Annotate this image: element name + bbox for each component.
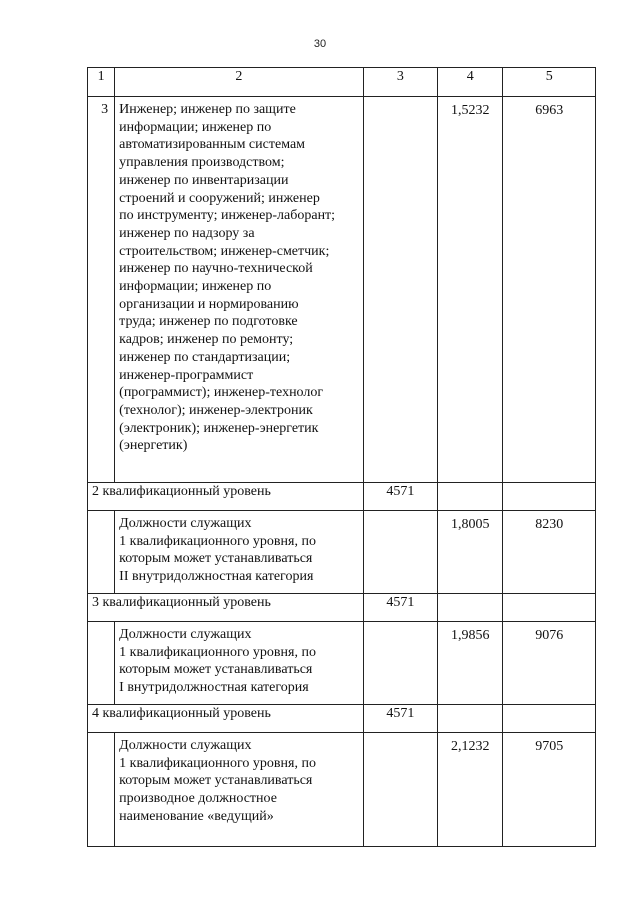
salary-cell: 9705 <box>503 733 596 847</box>
text-line: строительством; инженер-сметчик; <box>119 243 330 259</box>
coefficient-cell: 1,9856 <box>438 622 503 705</box>
header-cell: 4 <box>438 68 503 97</box>
text-line: Должности служащих <box>119 738 252 753</box>
table-row <box>88 511 596 594</box>
text-line: которым может устанавливаться <box>119 551 313 567</box>
page-number: 30 <box>313 38 327 50</box>
qualification-level-label: 2 квалификационный уровень <box>88 483 364 511</box>
text-line: информации; инженер по <box>119 279 272 295</box>
header-cell: 1 <box>88 68 115 97</box>
empty-cell <box>438 594 503 622</box>
position-list-cell <box>115 97 363 483</box>
empty-cell <box>503 705 596 733</box>
empty-cell <box>438 705 503 733</box>
text-line: строений и сооружений; инженер <box>119 190 320 206</box>
coefficient-cell: 2,1232 <box>438 733 503 847</box>
salary-cell: 6963 <box>503 97 596 483</box>
header-cell: 2 <box>115 68 363 97</box>
table-row <box>88 733 596 847</box>
text-line: инженер по надзору за <box>119 225 255 241</box>
position-list-cell <box>115 733 363 847</box>
base-salary-cell: 4571 <box>363 705 437 733</box>
base-salary-cell <box>363 97 437 483</box>
coefficient-cell: 1,8005 <box>438 511 503 594</box>
base-salary-cell <box>363 511 437 594</box>
text-line: Должности служащих <box>119 627 252 642</box>
text-line: труда; инженер по подготовке <box>119 314 298 330</box>
text-line: автоматизированным системам <box>119 137 306 153</box>
text-line: (электроник); инженер-энергетик <box>119 420 319 436</box>
text-line: которым может устанавливаться <box>119 662 313 678</box>
qualification-level-label: 4 квалификационный уровень <box>88 705 364 733</box>
base-salary-cell <box>363 622 437 705</box>
text-line: информации; инженер по <box>119 119 272 135</box>
row-index-cell: 3 <box>88 97 115 483</box>
empty-cell <box>503 483 596 511</box>
base-salary-cell: 4571 <box>363 594 437 622</box>
position-list-cell <box>115 622 363 705</box>
text-line: (технолог); инженер-электроник <box>119 402 313 418</box>
text-line: I внутридолжностная категория <box>119 680 309 696</box>
text-line: Инженер; инженер по защите <box>119 102 296 117</box>
text-line: (программист); инженер-технолог <box>119 385 324 401</box>
text-line: производное должностное <box>119 791 277 807</box>
text-line: II внутридолжностная категория <box>119 569 314 585</box>
row-index-cell <box>88 733 115 847</box>
row-index-cell <box>88 622 115 705</box>
text-line: 1 квалификационного уровня, по <box>119 533 316 549</box>
text-line: Должности служащих <box>119 516 252 531</box>
table-row <box>88 97 596 483</box>
base-salary-cell <box>363 733 437 847</box>
text-line: кадров; инженер по ремонту; <box>119 332 294 348</box>
row-index-cell <box>88 511 115 594</box>
table-row <box>88 622 596 705</box>
header-cell: 5 <box>503 68 596 97</box>
empty-cell <box>503 594 596 622</box>
text-line: инженер по стандартизации; <box>119 349 291 365</box>
qualification-level-row <box>88 483 596 511</box>
header-cell: 3 <box>363 68 437 97</box>
text-line: инженер-программист <box>119 367 254 383</box>
text-line: 1 квалификационного уровня, по <box>119 755 316 771</box>
qualification-level-row <box>88 594 596 622</box>
salary-cell: 9076 <box>503 622 596 705</box>
position-list-cell <box>115 511 363 594</box>
text-line: которым может устанавливаться <box>119 773 313 789</box>
text-line: по инструменту; инженер-лаборант; <box>119 208 336 224</box>
qualification-level-label: 3 квалификационный уровень <box>88 594 364 622</box>
salary-table <box>87 67 596 847</box>
empty-cell <box>438 483 503 511</box>
text-line: инженер по инвентаризации <box>119 172 289 188</box>
base-salary-cell: 4571 <box>363 483 437 511</box>
text-line: инженер по научно-технической <box>119 261 313 277</box>
salary-cell: 8230 <box>503 511 596 594</box>
qualification-level-row <box>88 705 596 733</box>
coefficient-cell: 1,5232 <box>438 97 503 483</box>
text-line: 1 квалификационного уровня, по <box>119 644 316 660</box>
text-line: наименование «ведущий» <box>119 808 274 824</box>
text-line: организации и нормированию <box>119 296 299 312</box>
text-line: управления производством; <box>119 155 285 171</box>
text-line: (энергетик) <box>119 438 188 454</box>
table-header-row <box>88 68 596 97</box>
